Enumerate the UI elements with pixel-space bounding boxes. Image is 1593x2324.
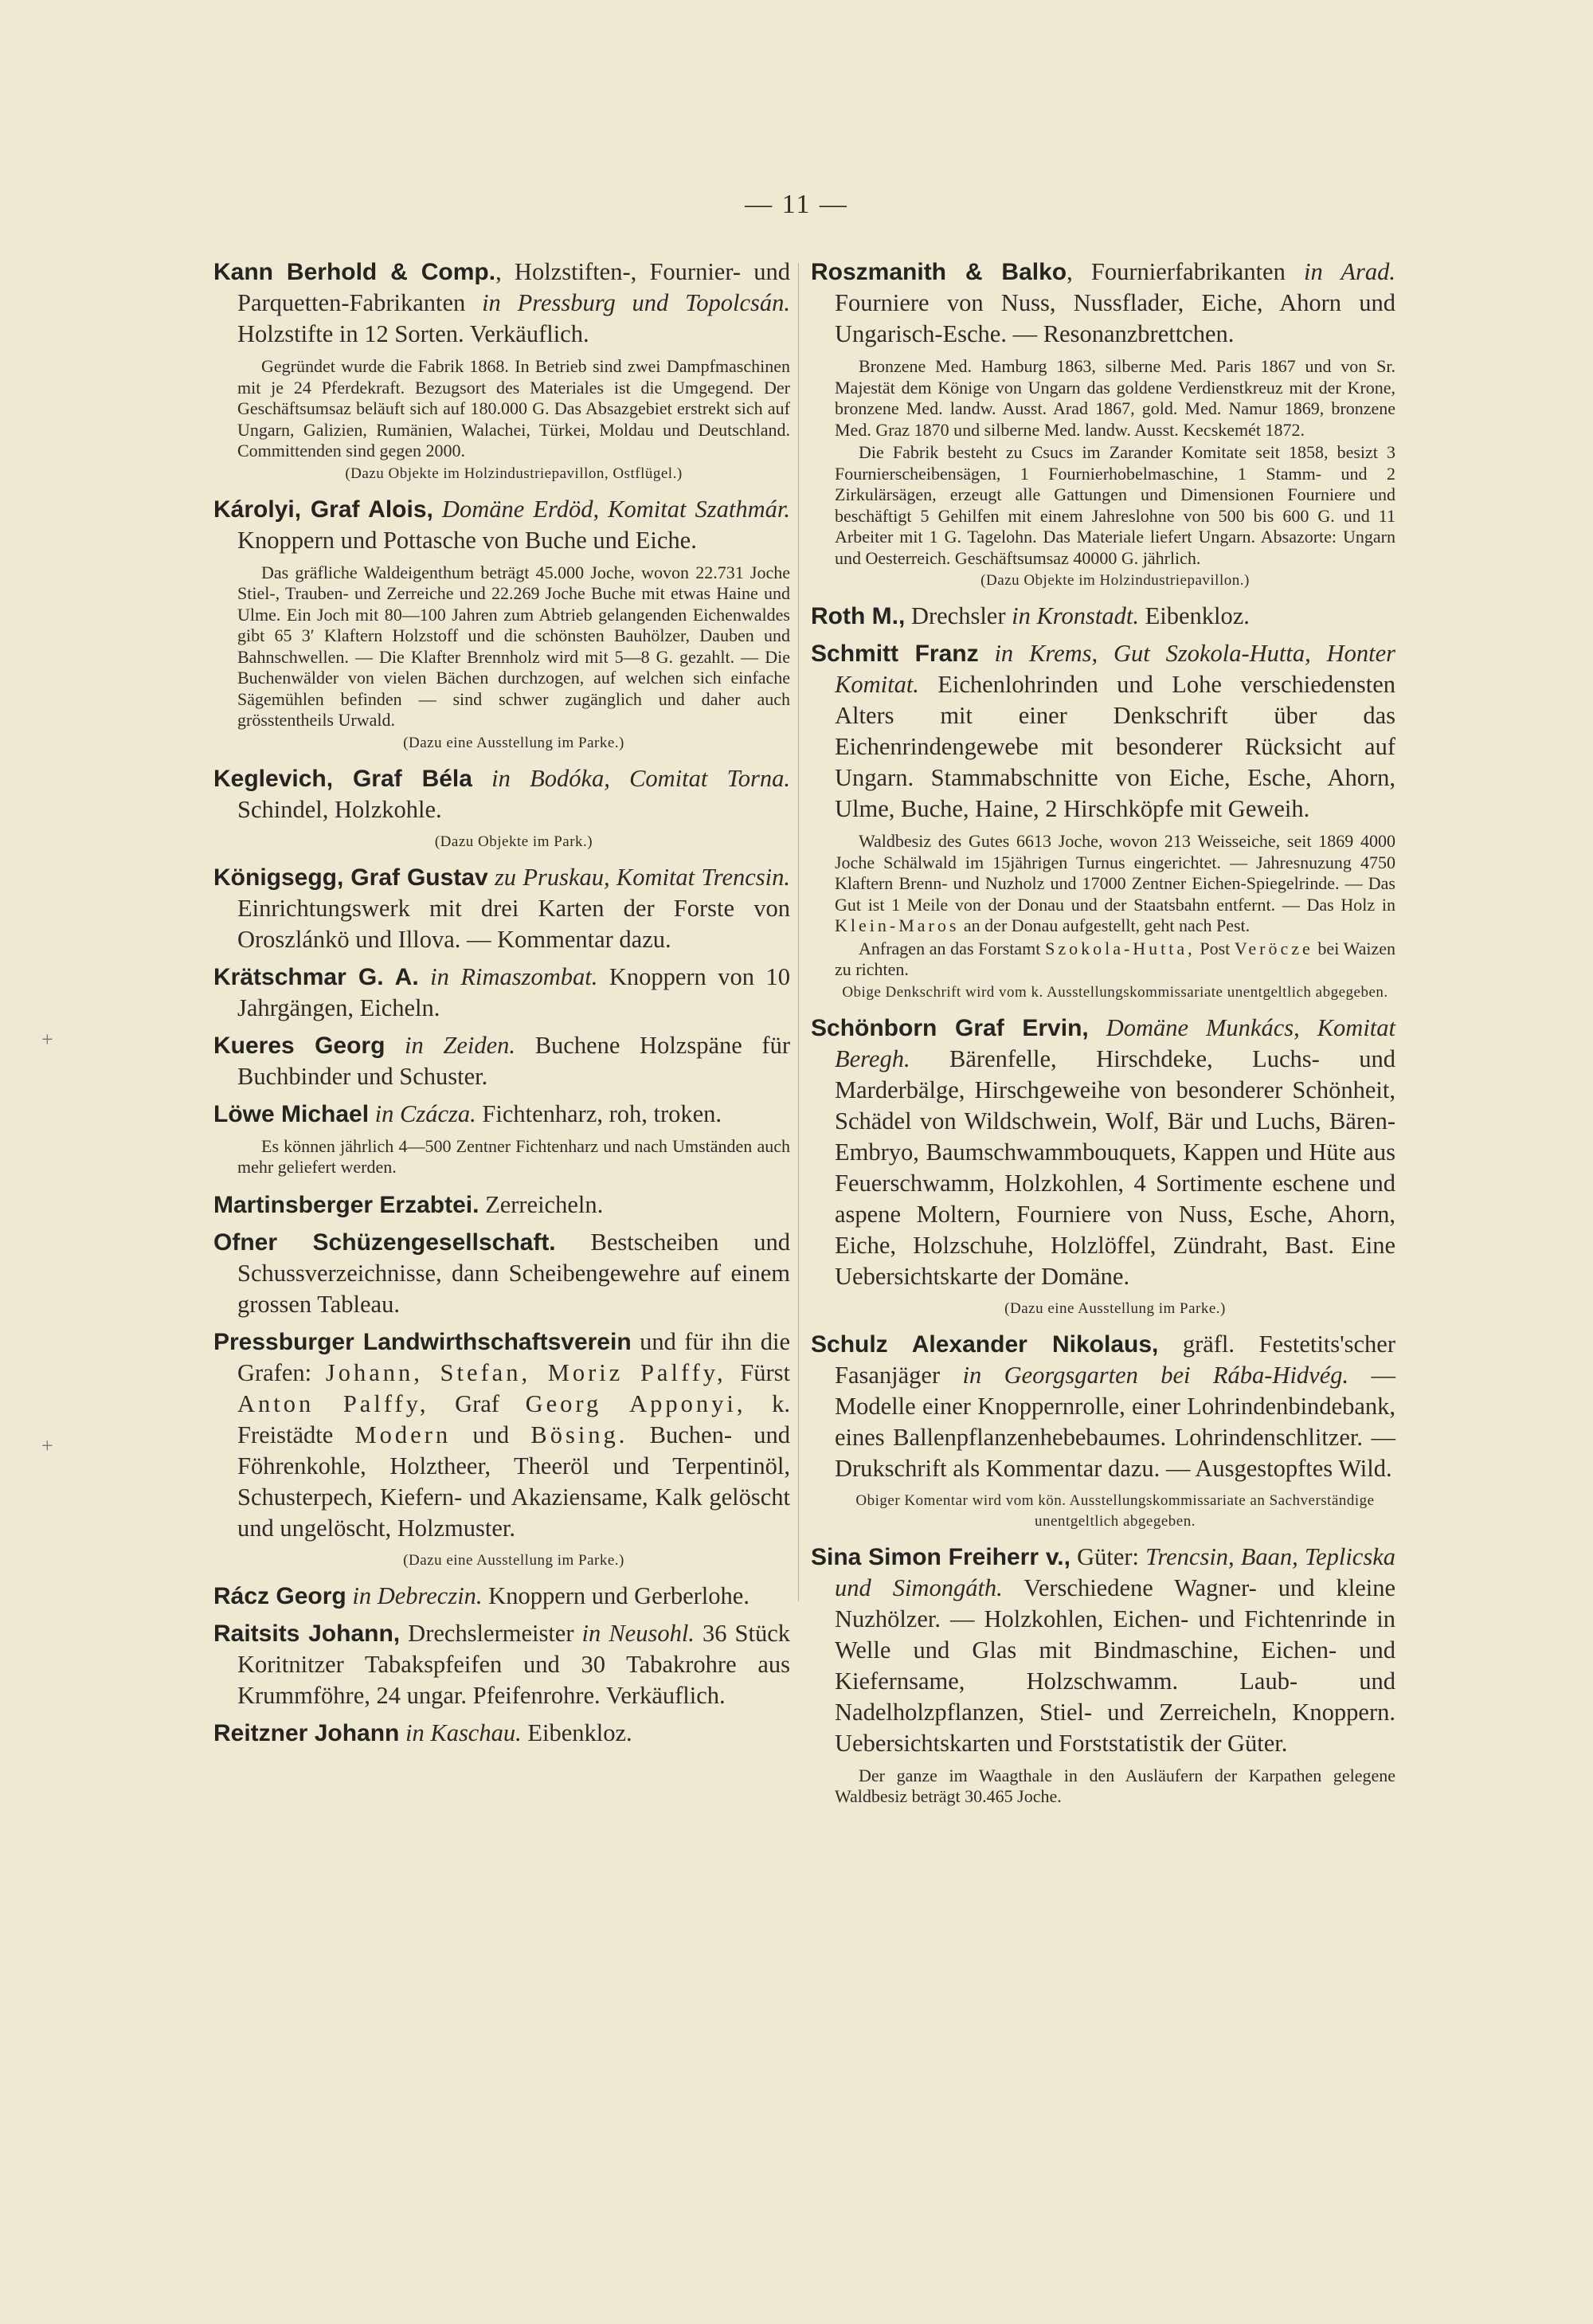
entry-sina: Sina Simon Freiherr v., Güter: Trencsin, Baan, Teplicska und Simongáth. Verschiedene Wagner- und kleine Nuzhölzer. — Holzkohlen, Eichen- und Fichtenrinde in Welle und Glas mit Bindmaschine, Eichen- und Kiefernsame, Holzschwamm. Laub- und Nadelholzpflanzen, Stiel- und Zerreicheln, Knoppern. Uebersichtskarten und Forststatistik der Güter. — [811, 1542, 1395, 1757]
entry-schonborn: Schönborn Graf Ervin, Domäne Munkács, Komitat Beregh. Bärenfelle, Hirschdeke, Luchs- und Marderbälge, Hirschgeweihe von besonderer Schönheit, Schädel von Wildschwein, Wolf, Bär und Luchs, Bären-Embryo, Baumschwammbouquets, Kappen und Hüte aus Feuerschwamm, Holzkohlen, 4 Sortimente eschene und aspene Moltern, Fourniere von Nuss, Esche, Ahorn, Eiche, Holzschuhe, Holzlöffel, Zündraht, Bast. Eine Uebersichtskarte der Domäne. — [811, 1013, 1395, 1290]
exhibitor-name: Schönborn Graf Ervin, — [811, 1014, 1089, 1041]
entry-schmitt: Schmitt Franz in Krems, Gut Szokola-Hutta, Honter Komitat. Eichenlohrinden und Lohe verschiedensten Alters mit einer Denkschrift über das Eichenrindengewebe mit besonderer Rücksicht auf Ungarn. Stammabschnitte von Eiche, Esche, Ahorn, Ulme, Buche, Haine, 2 Hirschköpfe mit Geweih. — [811, 640, 1396, 822]
exhibitor-name: Keglevich, Graf Béla — [213, 765, 472, 792]
exhibit-reference: (Dazu eine Ausstellung im Parke.) — [403, 1551, 624, 1569]
exhibitor-name: Károlyi, Graf Alois, — [213, 496, 433, 523]
exhibitor-name: Sina Simon Freiherr v., — [811, 1543, 1070, 1570]
entry-ofner: Ofner Schüzengesellschaft. Bestscheiben und Schussverzeichnisse, dann Scheibengewehre auf einem grossen Tableau. — [213, 1228, 790, 1318]
entry-note: Gegründet wurde die Fabrik 1868. In Betrieb sind zwei Dampfmaschinen mit je 24 Pferdekraft. Bezugsort des Materiales ist die Umgegend. Der Geschäftsumsaz beläuft sich auf 180.000 G. Das Absazgebiet erstrekt sich auf Ungarn, Galizien, Rumänien, Walachei, Türkei, Moldau und Deutschland. Committenden sind gegen 2000. — [237, 356, 790, 460]
entry-schulz: Schulz Alexander Nikolaus, gräfl. Festetits'scher Fasanjäger in Georgsgarten bei Rába-Hidvég. — Modelle einer Knoppernrolle, einer Lohrindenbindebank, eines Ballenpflanzenhebebaumes. Lohrindenschlitzer. — Drukschrift als Kommentar dazu. — Ausgestopftes Wild. — [811, 1330, 1395, 1482]
entry-roth: Roth M., Drechsler in Kronstadt. Eibenkloz. — [811, 602, 1250, 629]
binding-mark: + — [41, 1028, 53, 1051]
entry-note: Bronzene Med. Hamburg 1863, silberne Med. Paris 1867 und von Sr. Majestät dem Könige von Ungarn das goldene Verdienstkreuz mit der Krone, bronzene Med. landw. Ausst. Arad 1867, gold. Med. Namur 1869, bronzene Med. Graz 1870 und silberne Med. landw. Ausst. Kecskemét 1872. — [835, 356, 1395, 440]
exhibitor-name: Ofner Schüzengesellschaft. — [213, 1229, 556, 1256]
binding-mark: + — [41, 1434, 53, 1457]
entry-karolyi: Károlyi, Graf Alois, Domäne Erdöd, Komitat Szathmár. Knoppern und Pottasche von Buche und Eiche. — [213, 495, 790, 554]
exhibitor-name: Löwe Michael — [213, 1100, 370, 1127]
exhibitor-name: Schulz Alexander Nikolaus, — [811, 1331, 1159, 1358]
exhibit-reference: (Dazu eine Ausstellung im Parke.) — [403, 734, 624, 751]
entry-keglevich: Keglevich, Graf Béla in Bodóka, Comitat Torna. Schindel, Holzkohle. — [213, 764, 790, 823]
right-column — [811, 257, 1395, 1809]
exhibit-reference: (Dazu Objekte im Holzindustriepavillon.) — [980, 572, 1250, 589]
column-divider — [798, 263, 799, 1601]
entry-kann: Kann Berhold & Comp., Holzstiften-, Fournier- und Parquetten-Fabrikanten in Pressburg und Topolcsán. Holzstifte in 12 Sorten. Verkäuflich. — [213, 258, 791, 347]
entry-reitzner: Reitzner Johann in Kaschau. Eibenkloz. — [213, 1719, 632, 1746]
exhibitor-name: Kueres Georg — [213, 1032, 386, 1059]
entry-martinsberger: Martinsberger Erzabtei. Zerreicheln. — [213, 1190, 604, 1218]
exhibitor-name: Königsegg, Graf Gustav — [213, 864, 488, 891]
exhibit-reference: (Dazu Objekte im Holzindustriepavillon, Ostflügel.) — [345, 464, 683, 482]
entry-kueres: Kueres Georg in Zeiden. Buchene Holzspäne für Buchbinder und Schuster. — [213, 1031, 790, 1090]
exhibitor-name: Roszmanith & Balko — [811, 259, 1067, 285]
exhibit-reference: Obiger Komentar wird vom kön. Ausstellungskommissariate an Sachverständige unentgeltlich abgegeben. — [855, 1491, 1375, 1530]
exhibit-reference: Obige Denkschrift wird vom k. Ausstellungskommissariate unentgeltlich abgegeben. — [842, 983, 1388, 1001]
entry-pressburger: Pressburger Landwirthschaftsverein und für ihn die Grafen: Johann, Stefan, Moriz Palffy, Fürst Anton Palffy, Graf Georg Apponyi, k. Freistädte Modern und Bösing. Buchen- und Föhrenkohle, Holztheer, Theeröl und Terpentinöl, Schusterpech, Kiefern- und Akaziensame, Kalk gelöscht und ungelöscht, Holzmuster. — [213, 1327, 791, 1542]
entry-note: Der ganze im Waagthale in den Ausläufern der Karpathen gelegene Waldbesiz beträgt 30.465 Joche. — [835, 1765, 1395, 1806]
exhibitor-name: Pressburger Landwirthschaftsverein — [213, 1328, 632, 1355]
exhibitor-name: Krätschmar G. A. — [213, 963, 419, 990]
entry-note: Die Fabrik besteht zu Csucs im Zarander Komitate seit 1858, besizt 3 Fournierscheibensägen, 1 Fournierhobelmaschine, 1 Stamm- und 2 Zirkulärsägen, erzeugt alle Gattungen und Dimensionen Fourniere und beschäftigt 5 Gehilfen mit einem Jahreslohne von 500 bis 600 G. und 11 Arbeiter mit 1 G. Tagelohn. Das Materiale liefert Ungarn. Absazorte: Ungarn und Oesterreich. Geschäftsumsaz 40000 G. jährlich. — [835, 442, 1395, 568]
exhibitor-name: Raitsits Johann, — [213, 1620, 401, 1647]
entry-kratschmar: Krätschmar G. A. in Rimaszombat. Knoppern von 10 Jahrgängen, Eicheln. — [213, 962, 790, 1021]
exhibitor-name: Rácz Georg — [213, 1582, 346, 1609]
exhibit-reference: (Dazu eine Ausstellung im Parke.) — [1004, 1299, 1226, 1317]
entry-note: Es können jährlich 4—500 Zentner Fichtenharz und nach Umständen auch mehr geliefert werden. — [237, 1135, 790, 1177]
entry-roszmanith: Roszmanith & Balko, Fournierfabrikanten in Arad. Fourniere von Nuss, Nussflader, Eiche, Ahorn und Ungarisch-Esche. — Resonanzbrettchen. — [811, 258, 1395, 347]
entry-raitsits: Raitsits Johann, Drechslermeister in Neusohl. 36 Stück Koritnitzer Tabakspfeifen und 30 Tabakrohre aus Krummföhre, 24 ungar. Pfeifenrohre. Verkäuflich. — [213, 1619, 790, 1709]
entry-racz: Rácz Georg in Debreczin. Knoppern und Gerberlohe. — [213, 1581, 750, 1609]
entry-note: Anfragen an das Forstamt Szokola-Hutta, Post Veröcze bei Waizen zu richten. — [835, 938, 1395, 979]
entry-konigsegg: Königsegg, Graf Gustav zu Pruskau, Komitat Trencsin. Einrichtungswerk mit drei Karten der Forste von Oroszlánkö und Illova. — Kommentar dazu. — [213, 863, 790, 953]
exhibitor-name: Schmitt Franz — [811, 641, 979, 667]
entry-lowe: Löwe Michael in Czácza. Fichtenharz, roh, troken. — [213, 1099, 722, 1127]
exhibitor-name: Kann Berhold & Comp. — [213, 259, 496, 285]
left-column — [213, 257, 790, 1755]
entry-note: Das gräfliche Waldeigenthum beträgt 45.000 Joche, wovon 22.731 Joche Stiel-, Trauben- und Zerreiche und 22.269 Joche Buche mit etwas Haine und Ulme. Ein Joch mit 80—100 Jahren zum Abtrieb gelangenden Eichenwaldes gibt 65 3′ Klaftern Holzstoff und die schönsten Bauhölzer, Dauben und Bahnschwellen. — Die Klafter Brennholz wird mit 5—8 G. gezahlt. — Die Buchenwälder von vielen Bächen durchzogen, auf welchen sich einfache Sägemühlen befinden — sind schwer zugänglich und daher auch grösstentheils Urwald. — [237, 562, 790, 730]
exhibitor-name: Martinsberger Erzabtei. — [213, 1191, 479, 1218]
exhibitor-name: Roth M., — [811, 603, 906, 629]
page-number: — 11 — — [745, 190, 848, 219]
entry-note: Waldbesiz des Gutes 6613 Joche, wovon 213 Weisseiche, seit 1869 4000 Joche Schälwald im 15jährigen Turnus eingerichtet. — Jahresnuzung 4750 Klaftern Brenn- und Nuzholz und 17000 Zentner Eichen-Spiegelrinde. — Das Gut ist 1 Meile von der Donau und der Staatsbahn entfernt. — Das Holz in Klein-Maros an der Donau aufgestellt, geht nach Pest. — [835, 831, 1395, 935]
exhibitor-name: Reitzner Johann — [213, 1719, 400, 1746]
exhibit-reference: (Dazu Objekte im Park.) — [434, 833, 593, 850]
